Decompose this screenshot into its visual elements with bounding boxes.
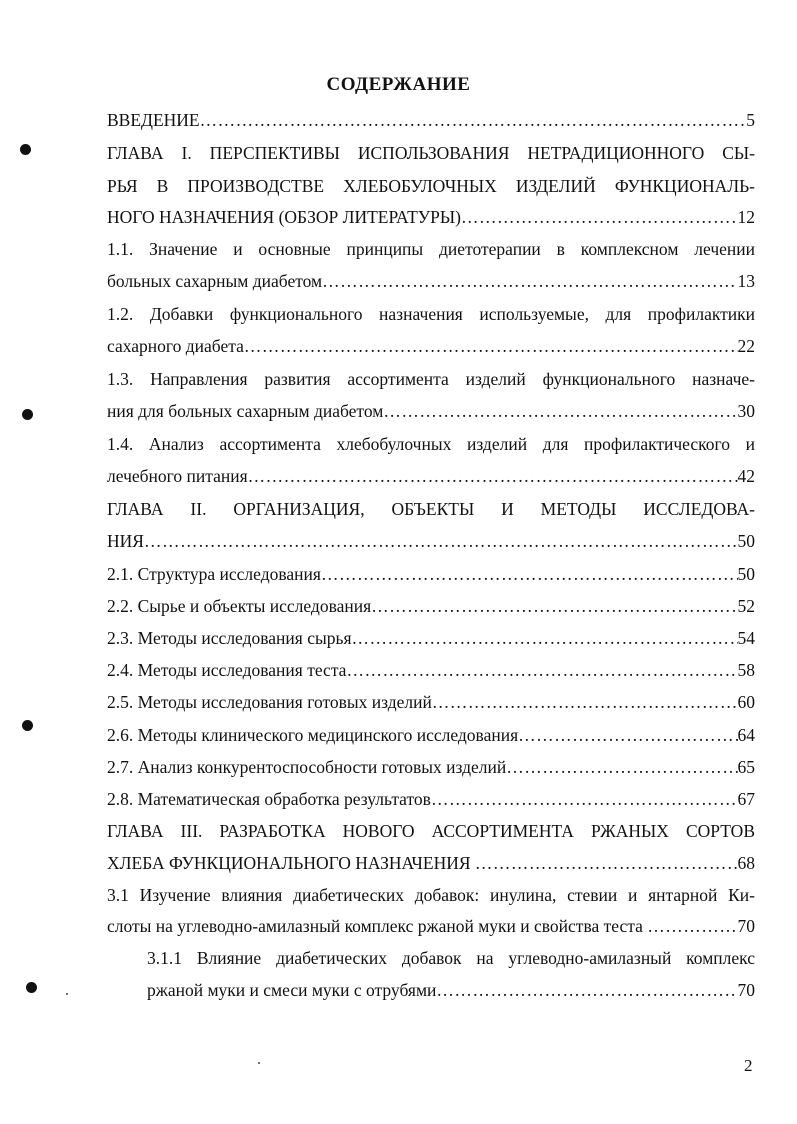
toc-section-2-8[interactable] — [107, 787, 755, 811]
toc-chapter-2-line-2[interactable] — [107, 529, 755, 553]
toc-page-number: 13 — [737, 271, 755, 291]
toc-entry-label: 2.7. Анализ конкурентоспособности готовых изделий — [107, 757, 507, 777]
toc-page-number: 22 — [737, 336, 755, 356]
leader-dots — [248, 464, 738, 488]
toc-page-number: 50 — [737, 564, 755, 584]
toc-section-3-1-line-2[interactable] — [107, 914, 755, 938]
toc-entry-label: слоты на углеводно-амилазный комплекс ржаной муки и свойства теста — [107, 916, 648, 936]
toc-entry-label: НИЯ — [107, 531, 144, 551]
leader-dots — [518, 723, 737, 747]
toc-entry-label: 2.5. Методы исследования готовых изделий — [107, 692, 432, 712]
leader-dots — [200, 108, 747, 132]
leader-dots — [506, 755, 737, 779]
toc-entry-label: НОГО НАЗНАЧЕНИЯ (ОБЗОР ЛИТЕРАТУРЫ) — [107, 207, 461, 227]
leader-dots — [371, 594, 737, 618]
toc-entry-label: сахарного диабета — [107, 336, 244, 356]
toc-entry-label: ржаной муки и смеси муки с отрубями — [147, 980, 437, 1000]
toc-section-3-1-1-line-1[interactable]: 3.1.1 Влияние диабетических добавок на углеводно-амилазный комплекс — [147, 948, 755, 968]
toc-page-number: 64 — [737, 725, 755, 745]
toc-entry-label: ВВЕДЕНИЕ — [107, 110, 200, 130]
toc-page-number: 70 — [737, 980, 755, 1000]
toc-section-2-3[interactable] — [107, 626, 755, 650]
toc-page-number: 68 — [737, 853, 755, 873]
leader-dots — [461, 205, 738, 229]
toc-section-1-2-line-1[interactable]: 1.2. Добавки функционального назначения используемые, для профилактики — [107, 304, 755, 324]
toc-page-number: 30 — [737, 401, 755, 421]
leader-dots — [352, 626, 738, 650]
toc-chapter-1-line-3[interactable] — [107, 205, 755, 229]
toc-entry-label: 2.4. Методы исследования теста — [107, 660, 347, 680]
leader-dots — [383, 399, 737, 423]
toc-section-2-2[interactable] — [107, 594, 755, 618]
toc-section-1-3-line-1[interactable]: 1.3. Направления развития ассортимента изделий функционального назначе- — [107, 369, 755, 389]
toc-entry-label: 2.1. Структура исследования — [107, 564, 321, 584]
toc-section-1-3-line-2[interactable] — [107, 399, 755, 423]
toc-entry-intro[interactable] — [107, 108, 755, 132]
binder-hole-mark — [22, 720, 33, 731]
scan-speck — [66, 993, 68, 995]
scan-speck — [258, 1062, 260, 1064]
toc-entry-label: ния для больных сахарным диабетом — [107, 401, 384, 421]
leader-dots — [244, 334, 738, 358]
toc-page-number: 70 — [737, 916, 755, 936]
toc-section-2-7[interactable] — [107, 755, 755, 779]
toc-page-number: 12 — [737, 207, 755, 227]
toc-entry-label: 2.8. Математическая обработка результатов — [107, 789, 431, 809]
binder-hole-mark — [22, 409, 33, 420]
toc-section-3-1-1-line-2[interactable] — [147, 978, 755, 1002]
toc-entry-label: 2.3. Методы исследования сырья — [107, 628, 352, 648]
toc-chapter-3-line-2[interactable] — [107, 851, 755, 875]
leader-dots — [322, 269, 737, 293]
toc-page-number: 54 — [737, 628, 755, 648]
toc-page-number: 67 — [737, 789, 755, 809]
leader-dots — [432, 690, 738, 714]
leader-dots — [436, 978, 737, 1002]
toc-entry-label: ХЛЕБА ФУНКЦИОНАЛЬНОГО НАЗНАЧЕНИЯ — [107, 853, 475, 873]
toc-page-number: 58 — [737, 660, 755, 680]
toc-section-1-2-line-2[interactable] — [107, 334, 755, 358]
toc-section-2-5[interactable] — [107, 690, 755, 714]
toc-chapter-1-line-2[interactable]: РЬЯ В ПРОИЗВОДСТВЕ ХЛЕБОБУЛОЧНЫХ ИЗДЕЛИЙ ФУНКЦИОНАЛЬ- — [107, 176, 755, 196]
toc-page-number: 50 — [737, 531, 755, 551]
leader-dots — [475, 851, 738, 875]
toc-page-number: 52 — [737, 596, 755, 616]
leader-dots — [144, 529, 738, 553]
toc-title: СОДЕРЖАНИЕ — [326, 74, 471, 95]
binder-hole-mark — [20, 144, 31, 155]
page-number: 2 — [744, 1056, 753, 1075]
toc-section-2-6[interactable] — [107, 723, 755, 747]
toc-entry-label: 2.6. Методы клинического медицинского исследования — [107, 725, 519, 745]
toc-section-2-4[interactable] — [107, 658, 755, 682]
leader-dots — [346, 658, 737, 682]
toc-section-1-4-line-2[interactable] — [107, 464, 755, 488]
toc-chapter-2-line-1[interactable]: ГЛАВА II. ОРГАНИЗАЦИЯ, ОБЪЕКТЫ И МЕТОДЫ ИССЛЕДОВА- — [107, 499, 755, 519]
binder-hole-mark — [26, 982, 37, 993]
toc-page-number: 60 — [737, 692, 755, 712]
toc-section-1-1-line-2[interactable] — [107, 269, 755, 293]
leader-dots — [321, 562, 738, 586]
toc-chapter-1-line-1[interactable]: ГЛАВА I. ПЕРСПЕКТИВЫ ИСПОЛЬЗОВАНИЯ НЕТРАДИЦИОННОГО СЫ- — [107, 143, 755, 163]
toc-section-1-1-line-1[interactable]: 1.1. Значение и основные принципы диетотерапии в комплексном лечении — [107, 239, 755, 259]
toc-entry-label: лечебного питания — [107, 466, 248, 486]
toc-chapter-3-line-1[interactable]: ГЛАВА III. РАЗРАБОТКА НОВОГО АССОРТИМЕНТА РЖАНЫХ СОРТОВ — [107, 821, 755, 841]
toc-section-1-4-line-1[interactable]: 1.4. Анализ ассортимента хлебобулочных изделий для профилактического и — [107, 434, 755, 454]
toc-entry-label: 2.2. Сырье и объекты исследования — [107, 596, 372, 616]
leader-dots — [647, 914, 737, 938]
leader-dots — [431, 787, 738, 811]
toc-page-number: 5 — [746, 110, 755, 130]
toc-entry-label: больных сахарным диабетом — [107, 271, 323, 291]
toc-page-number: 65 — [737, 757, 755, 777]
toc-page-number: 42 — [737, 466, 755, 486]
toc-section-2-1[interactable] — [107, 562, 755, 586]
toc-section-3-1-line-1[interactable]: 3.1 Изучение влияния диабетических добавок: инулина, стевии и янтарной Ки- — [107, 885, 755, 905]
